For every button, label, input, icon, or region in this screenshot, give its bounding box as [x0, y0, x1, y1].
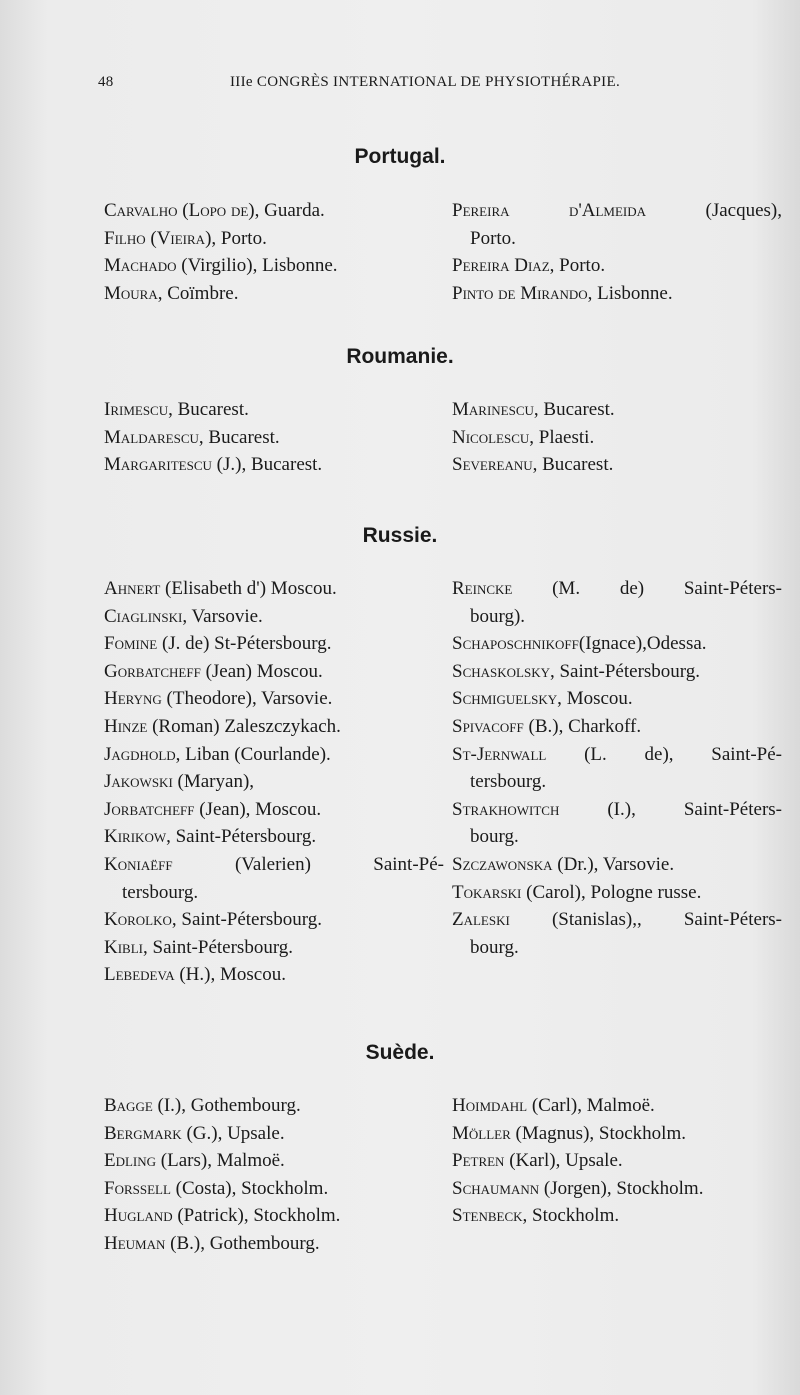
directory-entry — [104, 1202, 444, 1230]
directory-entry — [104, 197, 444, 225]
entry-details: (Maryan), — [172, 771, 255, 793]
entry-surname: Kibli, — [104, 936, 148, 958]
directory-entry — [452, 424, 782, 452]
entry-surname: Szczawonska — [452, 853, 553, 875]
suede-right-column — [452, 1092, 782, 1230]
directory-entry — [452, 796, 782, 824]
directory-entry — [104, 280, 444, 308]
entry-continuation: Porto. — [470, 227, 516, 249]
directory-entry — [104, 685, 444, 713]
entry-details: (Magnus), Stockholm. — [510, 1122, 686, 1144]
entry-surname: Petren — [452, 1150, 505, 1172]
entry-surname: Spivacoff — [452, 715, 524, 737]
directory-entry — [452, 1092, 782, 1120]
entry-surname: Schaposchnikoff — [452, 633, 579, 655]
directory-entry — [104, 1120, 444, 1148]
directory-entry — [104, 658, 444, 686]
directory-entry — [104, 906, 444, 934]
entry-surname: Gorbatcheff — [104, 660, 201, 682]
entry-surname: Carvalho (Lopo de), — [104, 200, 260, 221]
entry-details: (Jean) Moscou. — [200, 660, 323, 682]
entry-details: (M. de) Saint-Péters- — [512, 578, 782, 599]
directory-entry — [452, 713, 782, 741]
entry-details: (Patrick), Stockholm. — [172, 1205, 341, 1227]
running-title: IIIe CONGRÈS INTERNATIONAL DE PHYSIOTHÉRAPIE. — [230, 74, 620, 90]
directory-entry — [104, 424, 444, 452]
directory-entry — [104, 823, 444, 851]
entry-surname: Machado — [104, 255, 177, 277]
entry-surname: Tokarski — [452, 881, 522, 903]
entry-details: (Theodore), Varsovie. — [161, 688, 333, 710]
entry-surname: St-Jernwall — [452, 743, 547, 765]
directory-entry — [452, 575, 782, 603]
section-title-russie: Russie. — [362, 524, 438, 547]
entry-details: Saint-Pétersbourg. — [147, 936, 294, 958]
entry-details: (G.), Upsale. — [181, 1122, 285, 1144]
entry-surname: Stenbeck, — [452, 1205, 528, 1227]
entry-details: Liban (Courlande). — [180, 743, 331, 765]
directory-entry — [452, 1202, 782, 1230]
entry-surname: Jorbatcheff — [104, 798, 195, 820]
entry-details: Bucarest. — [172, 399, 249, 420]
entry-details: Bucarest. — [203, 426, 280, 448]
entry-surname: Möller — [452, 1122, 511, 1144]
directory-entry — [104, 1147, 444, 1175]
entry-surname: Forssell — [104, 1177, 171, 1199]
portugal-right-column — [452, 197, 782, 307]
entry-details: (Carol), Pologne russe. — [521, 881, 702, 903]
section-title-roumanie: Roumanie. — [346, 345, 454, 368]
entry-surname: Koniaëff — [104, 853, 173, 875]
directory-entry — [104, 1092, 444, 1120]
entry-surname: Kirikow, — [104, 826, 171, 848]
entry-details: (Jean), Moscou. — [194, 798, 322, 820]
entry-surname: Nicolescu, — [452, 426, 535, 448]
entry-details: (Stanislas),, Saint-Péters- — [509, 909, 782, 931]
entry-surname: Zaleski — [452, 909, 510, 931]
section-title-portugal: Portugal. — [354, 145, 446, 168]
directory-entry — [104, 934, 444, 962]
entry-continuation: bourg). — [470, 605, 526, 627]
entry-details: (Carl), Malmoë. — [527, 1095, 655, 1116]
entry-details: Lisbonne. — [592, 282, 673, 304]
directory-entry — [452, 197, 782, 225]
entry-details: Porto. — [216, 227, 267, 249]
directory-entry — [452, 396, 782, 424]
running-head — [0, 74, 800, 98]
russie-right-column — [452, 575, 782, 961]
entry-surname: Bagge — [104, 1095, 153, 1116]
entry-surname: Pinto de Mirando, — [452, 282, 593, 304]
entry-details: (Costa), Stockholm. — [170, 1177, 329, 1199]
entry-surname: Hoimdahl — [452, 1095, 528, 1116]
entry-details: (L. de), Saint-Pé- — [546, 743, 782, 765]
directory-entry — [452, 630, 782, 658]
directory-entry — [452, 906, 782, 934]
entry-surname: Marinescu, — [452, 399, 539, 420]
entry-details: Saint-Pétersbourg. — [170, 826, 317, 848]
page-number: 48 — [98, 74, 114, 90]
entry-surname: Jakowski — [104, 771, 173, 793]
directory-entry — [452, 252, 782, 280]
directory-entry — [104, 713, 444, 741]
entry-details: (I.), Gothembourg. — [152, 1095, 301, 1116]
entry-details: (B.), Gothembourg. — [165, 1232, 320, 1254]
entry-surname: Irimescu, — [104, 399, 173, 420]
entry-surname: Bergmark — [104, 1122, 182, 1144]
entry-surname: Jagdhold, — [104, 743, 181, 765]
directory-entry — [104, 796, 444, 824]
entry-surname: Filho (Vieira), — [104, 227, 217, 249]
entry-surname: Lebedeva — [104, 964, 175, 986]
entry-surname: Maldarescu, — [104, 426, 204, 448]
entry-details: (Elisabeth d') Moscou. — [160, 578, 337, 599]
directory-entry — [104, 575, 444, 603]
directory-entry — [452, 851, 782, 879]
entry-surname: Fomine — [104, 633, 158, 655]
entry-surname: Severeanu, — [452, 454, 538, 476]
section-title-suede: Suède. — [365, 1041, 435, 1064]
roumanie-right-column — [452, 396, 782, 479]
entry-continuation: bourg. — [470, 936, 519, 958]
suede-left-column — [104, 1092, 444, 1258]
entry-surname: Reincke — [452, 578, 513, 599]
russie-left-column — [104, 575, 444, 989]
directory-entry — [452, 1175, 782, 1203]
entry-details: (Jacques), — [646, 200, 782, 221]
entry-details: Plaesti. — [534, 426, 595, 448]
directory-entry — [452, 1120, 782, 1148]
entry-details: Bucarest. — [538, 399, 615, 420]
portugal-left-column — [104, 197, 444, 307]
entry-continuation: tersbourg. — [470, 771, 547, 793]
entry-surname: Margaritescu — [104, 454, 212, 476]
entry-details: (H.), Moscou. — [174, 964, 286, 986]
entry-surname: Hugland — [104, 1205, 173, 1227]
entry-surname: Schaumann — [452, 1177, 540, 1199]
directory-entry — [452, 879, 782, 907]
entry-surname: Hinze — [104, 715, 148, 737]
entry-surname: Moura, — [104, 282, 163, 304]
entry-continuation: bourg. — [470, 826, 519, 848]
entry-details: Guarda. — [259, 200, 325, 221]
entry-details: Varsovie. — [187, 605, 263, 627]
entry-surname: Schmiguelsky, — [452, 688, 562, 710]
directory-entry — [104, 225, 444, 253]
entry-details: Porto. — [554, 255, 606, 277]
directory-entry — [104, 603, 444, 631]
directory-entry — [104, 252, 444, 280]
directory-entry — [452, 658, 782, 686]
entry-surname: Pereira d'Almeida — [452, 200, 647, 221]
entry-details: (B.), Charkoff. — [523, 715, 642, 737]
roumanie-left-column — [104, 396, 444, 479]
entry-details: (I.), Saint-Péters- — [559, 798, 782, 820]
entry-surname: Ahnert — [104, 578, 161, 599]
entry-details: Saint-Pétersbourg. — [176, 909, 322, 931]
directory-entry — [104, 396, 444, 424]
entry-surname: Schaskolsky, — [452, 660, 555, 682]
entry-surname: Edling — [104, 1150, 157, 1172]
entry-surname: Pereira Diaz, — [452, 255, 555, 277]
entry-details: (J. de) St-Pétersbourg. — [157, 633, 332, 655]
directory-entry — [452, 685, 782, 713]
entry-surname: Korolko, — [104, 909, 177, 931]
entry-details: (Roman) Zaleszczykach. — [147, 715, 341, 737]
directory-entry — [452, 1147, 782, 1175]
entry-details: (Ignace),Odessa. — [578, 633, 707, 655]
entry-details: (Dr.), Varsovie. — [552, 853, 675, 875]
directory-entry — [104, 851, 444, 879]
directory-entry — [452, 280, 782, 308]
directory-entry — [452, 451, 782, 479]
directory-entry — [104, 961, 444, 989]
directory-entry — [104, 630, 444, 658]
entry-details: Bucarest. — [537, 454, 614, 476]
entry-continuation: tersbourg. — [122, 881, 199, 903]
entry-details: (Karl), Upsale. — [504, 1150, 623, 1172]
entry-details: (Valerien) Saint-Pé- — [172, 853, 444, 875]
entry-details: (Virgilio), Lisbonne. — [176, 255, 338, 277]
entry-surname: Ciaglinski, — [104, 605, 188, 627]
directory-entry — [452, 741, 782, 769]
entry-details: Saint-Pétersbourg. — [554, 660, 701, 682]
directory-entry — [104, 1175, 444, 1203]
directory-entry — [104, 451, 444, 479]
entry-details: Moscou. — [561, 688, 633, 710]
directory-entry — [104, 768, 444, 796]
entry-details: Coïmbre. — [162, 282, 239, 304]
entry-surname: Strakhowitch — [452, 798, 560, 820]
entry-details: Stockholm. — [527, 1205, 620, 1227]
entry-surname: Heryng — [104, 688, 162, 710]
entry-details: (Lars), Malmoë. — [156, 1150, 285, 1172]
directory-entry — [104, 1230, 444, 1258]
entry-details: (J.), Bucarest. — [211, 454, 323, 476]
entry-surname: Heuman — [104, 1232, 166, 1254]
entry-details: (Jorgen), Stockholm. — [539, 1177, 704, 1199]
directory-entry — [104, 741, 444, 769]
